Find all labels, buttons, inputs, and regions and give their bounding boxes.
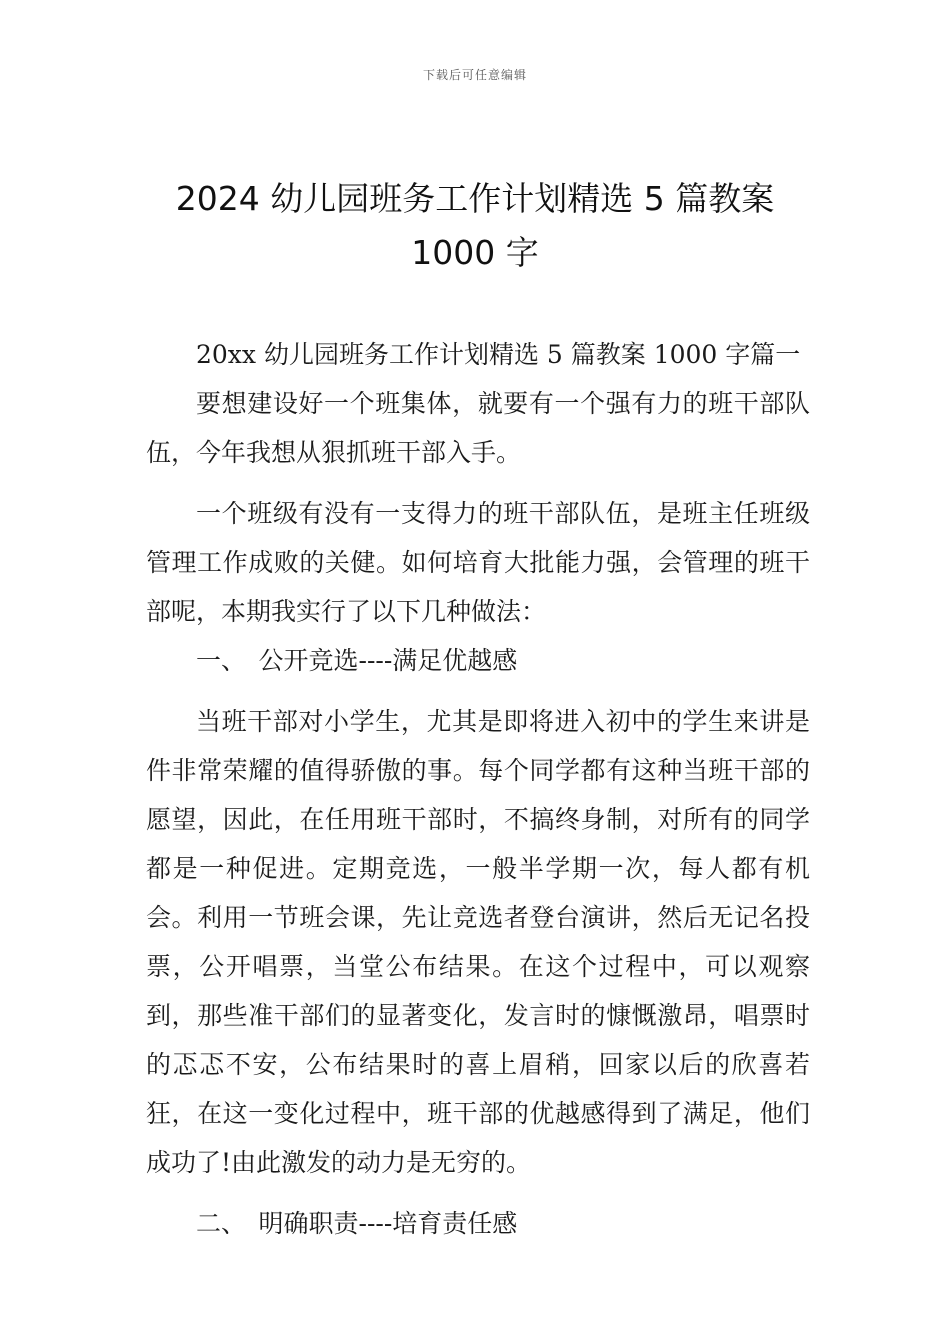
subheading: 一、 公开竞选----满足优越感 bbox=[196, 646, 518, 675]
subheading: 二、 明确职责----培育责任感 bbox=[196, 1209, 518, 1238]
title-line-1: 2024 幼儿园班务工作计划精选 5 篇教案 bbox=[175, 179, 775, 218]
document-body bbox=[146, 330, 810, 1248]
title-line-2: 1000 字 bbox=[411, 233, 539, 272]
document-title bbox=[100, 172, 850, 280]
paragraph: 当班干部对小学生，尤其是即将进入初中的学生来讲是件非常荣耀的值得骄傲的事。每个同学都有这种当班干部的愿望，因此，在任用班干部时，不搞终身制，对所有的同学都是一种促进。定期竞选，一般半学期一次，每人都有机会。利用一节班会课，先让竞选者登台演讲，然后无记名投票，公开唱票，当堂公布结果。在这个过程中，可以观察到，那些准干部们的显著变化，发言时的慷慨激昂，唱票时的忑忑不安，公布结果时的喜上眉稍，回家以后的欣喜若狂，在这一变化过程中，班干部的优越感得到了满足，他们成功了!由此激发的动力是无穷的。 bbox=[146, 707, 810, 1177]
section-heading: 20xx 幼儿园班务工作计划精选 5 篇教案 1000 字篇一 bbox=[196, 340, 801, 369]
paragraph: 一个班级有没有一支得力的班干部队伍，是班主任班级管理工作成败的关健。如何培育大批能力强，会管理的班干部呢，本期我实行了以下几种做法： bbox=[146, 499, 810, 626]
paragraph: 要想建设好一个班集体，就要有一个强有力的班干部队伍，今年我想从狠抓班干部入手。 bbox=[146, 389, 810, 467]
header-note: 下载后可任意编辑 bbox=[422, 68, 527, 82]
